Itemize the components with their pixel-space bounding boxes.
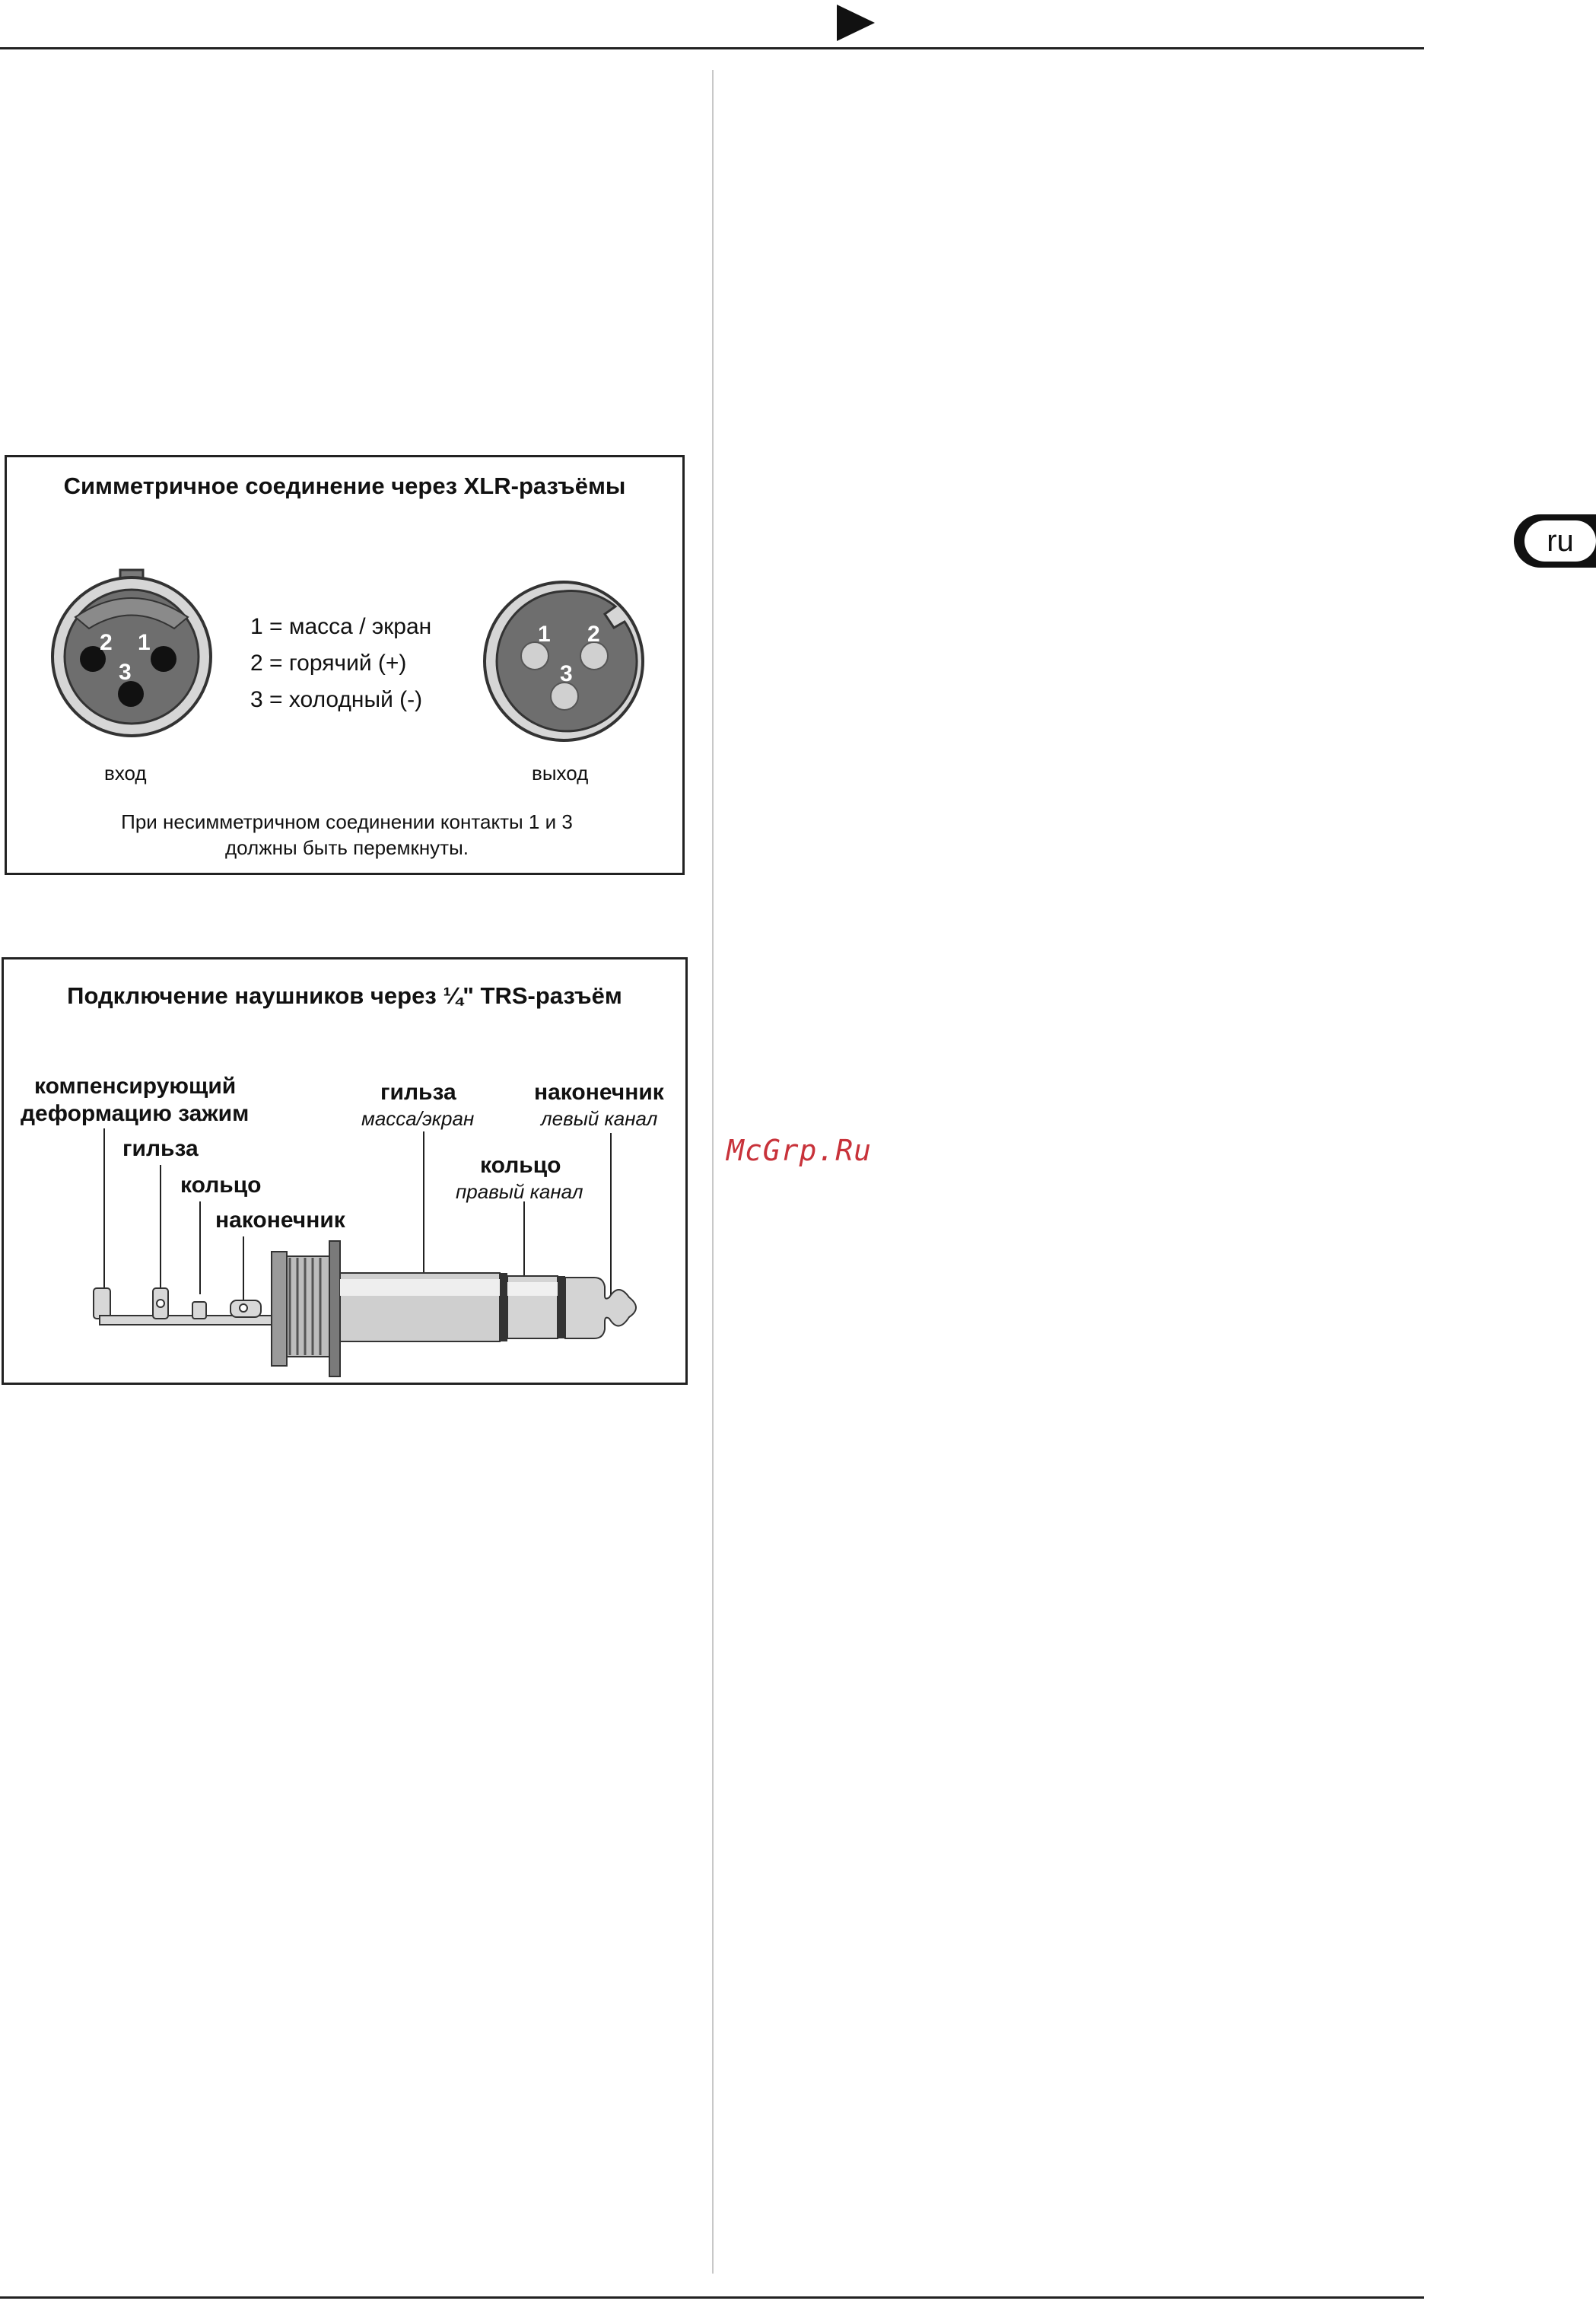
plug-tip-label: наконечник xyxy=(534,1080,664,1105)
xlr-input-label: вход xyxy=(104,762,147,784)
xlr-note-line2: должны быть перемкнуты. xyxy=(224,836,469,859)
page-arrow-icon xyxy=(837,5,875,41)
xlr-legend-pin3: 3 = холодный (-) xyxy=(250,687,423,712)
xlr-in-pin-2: 2 xyxy=(100,630,113,655)
footer-rule xyxy=(0,2296,1424,2299)
trs-headphone-box xyxy=(2,957,688,1385)
jack-body xyxy=(94,1241,340,1376)
xlr-female-connector xyxy=(45,564,212,739)
clamp-label-line1: компенсирующий xyxy=(34,1074,237,1099)
jack-tip-label: наконечник xyxy=(215,1208,345,1233)
plug-sleeve-desc: масса/экран xyxy=(361,1107,475,1130)
language-tab xyxy=(1514,514,1596,568)
jack-ring-label: кольцо xyxy=(180,1173,262,1198)
xlr-connection-box xyxy=(5,455,685,875)
plug-tip-desc: левый канал xyxy=(541,1107,658,1130)
trs-plug xyxy=(340,1273,636,1341)
xlr-legend-pin1: 1 = масса / экран xyxy=(250,614,432,639)
trs-jack-plug-drawing xyxy=(4,959,685,1383)
plug-sleeve-label: гильза xyxy=(380,1080,456,1105)
xlr-in-pin-1: 1 xyxy=(138,630,151,655)
xlr-note-line1: При несимметричном соединении контакты 1 и 3 xyxy=(121,810,573,833)
xlr-output-label: выход xyxy=(532,762,589,784)
language-label: ru xyxy=(1524,520,1596,562)
plug-ring-label: кольцо xyxy=(480,1153,561,1178)
xlr-legend-pin2: 2 = горячий (+) xyxy=(250,651,407,676)
xlr-out-pin-3: 3 xyxy=(560,661,573,686)
column-divider xyxy=(712,70,714,2274)
watermark: McGrp.Ru xyxy=(726,1134,873,1167)
xlr-box-title: Симметричное соединение через XLR-разъёмы xyxy=(63,473,626,499)
xlr-out-pin-1: 1 xyxy=(538,622,551,647)
clamp-label-line2: деформацию зажим xyxy=(21,1101,250,1126)
trs-box-title: Подключение наушников через ¼" TRS-разъём xyxy=(67,982,622,1009)
jack-sleeve-label: гильза xyxy=(122,1136,199,1161)
plug-ring-desc: правый канал xyxy=(456,1180,583,1203)
xlr-male-connector xyxy=(480,578,647,745)
xlr-out-pin-2: 2 xyxy=(587,622,600,647)
xlr-in-pin-3: 3 xyxy=(119,660,132,685)
header-rule xyxy=(0,47,1424,49)
